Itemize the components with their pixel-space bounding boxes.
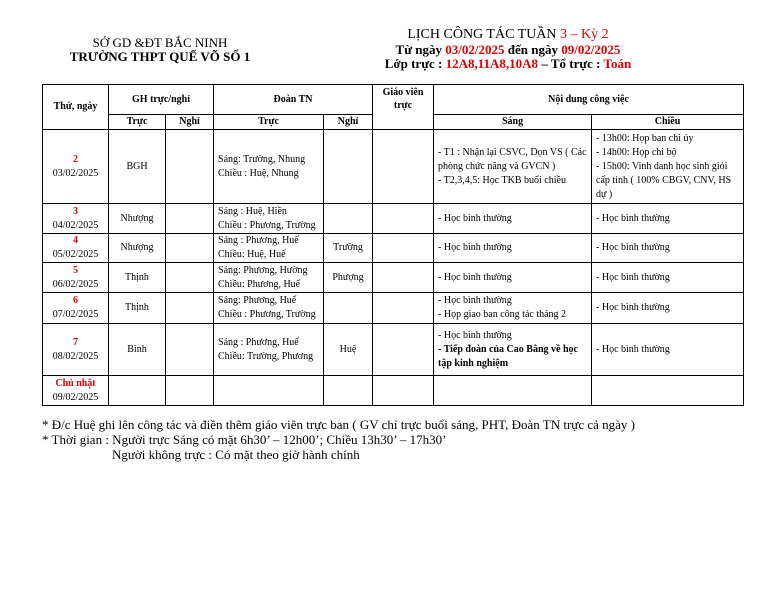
notes <box>42 417 742 462</box>
sang-cell <box>434 293 592 324</box>
title-prefix: LỊCH CÔNG TÁC TUẦN <box>407 27 557 42</box>
day-cell <box>43 293 109 324</box>
table-row <box>43 324 744 376</box>
day-cell <box>43 204 109 234</box>
chieu-cell <box>592 234 744 263</box>
doan-nghi-value: Phượng <box>332 271 364 283</box>
sang-line: - T1 : Nhận lại CSVC, Dọn VS ( Các phòng chức năng và GVCN ) <box>438 146 587 172</box>
chieu-line: - 14h00: Họp chi bộ <box>596 146 677 158</box>
group-prefix: – Tổ trực : <box>541 56 601 71</box>
doan-nghi-cell <box>324 204 373 234</box>
gh-truc-value: Nhượng <box>120 212 154 224</box>
gh-nghi-cell <box>166 376 214 406</box>
schedule-title <box>378 28 638 43</box>
range-prefix: Từ ngày <box>395 41 442 57</box>
gv-cell <box>373 234 434 263</box>
sang-line: - Học bình thường <box>438 212 512 224</box>
sang-cell <box>434 376 592 406</box>
doan-nghi-cell <box>324 130 373 204</box>
group-name: Toán <box>603 56 632 71</box>
day-number: 2 <box>73 153 78 165</box>
table-row <box>43 234 744 263</box>
header-gh: GH trực/nghỉ <box>109 85 214 115</box>
doan-truc-cell <box>214 324 324 376</box>
header-day: Thứ, ngày <box>43 85 109 130</box>
header-chieu: Chiều <box>592 115 744 130</box>
header-doan-truc: Trực <box>214 115 324 130</box>
doan-truc-line: Chiều: Phương, Huế <box>218 278 301 290</box>
chieu-cell <box>592 204 744 234</box>
day-cell <box>43 263 109 293</box>
gh-truc-cell <box>109 130 166 204</box>
sang-line: - Học bình thường <box>438 329 512 341</box>
schedule-body <box>43 130 744 406</box>
gh-truc-value: Thịnh <box>125 302 149 313</box>
day-cell <box>43 234 109 263</box>
gh-truc-value: Nhượng <box>120 242 154 253</box>
day-date: 09/02/2025 <box>52 391 99 403</box>
sang-line-bold: - Tiếp đoàn của Cao Bằng về học tập kinh nghiệm <box>438 343 578 369</box>
doan-truc-line: Chiều: Huệ, Huế <box>218 249 286 260</box>
doan-nghi-cell <box>324 234 373 263</box>
gv-cell <box>373 263 434 293</box>
doan-truc-cell <box>214 376 324 406</box>
day-number: 7 <box>73 336 78 348</box>
doan-truc-cell <box>214 263 324 293</box>
day-number: 4 <box>73 235 78 246</box>
title-week: 3 – Kỳ 2 <box>560 27 609 42</box>
chieu-cell <box>592 293 744 324</box>
doan-nghi-cell <box>324 263 373 293</box>
chieu-cell <box>592 130 744 204</box>
gh-nghi-cell <box>166 324 214 376</box>
header-doan-nghi: Nghỉ <box>324 115 373 130</box>
day-cell <box>43 130 109 204</box>
header-gh-truc: Trực <box>109 115 166 130</box>
doan-truc-cell <box>214 293 324 324</box>
doan-truc-line: Chiều : Phương, Trường <box>218 309 316 320</box>
gv-cell <box>373 376 434 406</box>
table-row <box>43 293 744 324</box>
chieu-line: - Học bình thường <box>596 343 670 355</box>
gh-nghi-cell <box>166 263 214 293</box>
chieu-line: - 13h00: Họp ban chi ủy <box>596 132 694 144</box>
gv-cell <box>373 324 434 376</box>
header-noidung: Nội dung công việc <box>434 85 744 115</box>
school-name: TRƯỜNG THPT QUẾ VÕ SỐ 1 <box>69 49 251 64</box>
gh-truc-cell <box>109 324 166 376</box>
note-line-1: * Đ/c Huệ ghi lên công tác và điền thêm giáo viên trực ban ( GV chỉ trực buổi sáng, PHT, Đoàn TN trực cả ngày ) <box>42 417 635 432</box>
day-date: 04/02/2025 <box>52 219 99 231</box>
doan-truc-line: Chiều : Huệ, Nhung <box>218 167 299 179</box>
sang-line: - T2,3,4,5: Học TKB buổi chiều <box>438 174 566 186</box>
doan-truc-cell <box>214 204 324 234</box>
header-gh-nghi: Nghỉ <box>166 115 214 130</box>
header-right <box>378 28 638 72</box>
sang-cell <box>434 130 592 204</box>
gh-nghi-cell <box>166 204 214 234</box>
note-line-3: Người không trực : Có mặt theo giờ hành chính <box>112 447 360 462</box>
gv-cell <box>373 204 434 234</box>
gh-truc-cell <box>109 376 166 406</box>
org-name: SỞ GD &ĐT BẮC NINH <box>92 35 228 50</box>
day-cell <box>43 324 109 376</box>
doan-truc-cell <box>214 234 324 263</box>
day-date: 06/02/2025 <box>52 278 99 290</box>
doan-nghi-cell <box>324 324 373 376</box>
range-mid: đến ngày <box>507 41 558 57</box>
gh-truc-value: Thịnh <box>125 271 149 283</box>
gv-cell <box>373 130 434 204</box>
duty-prefix: Lớp trực : <box>384 56 443 71</box>
chieu-line: - 15h00: Vinh danh học sinh giỏi cấp tỉnh ( 100% CBGV, CNV, HS dự ) <box>596 160 732 200</box>
doan-nghi-value: Trường <box>333 242 363 253</box>
doan-truc-line: Sáng : Phương, Huế <box>218 235 299 246</box>
gh-nghi-cell <box>166 293 214 324</box>
doan-truc-cell <box>214 130 324 204</box>
table-row <box>43 263 744 293</box>
sang-line: - Học bình thường <box>438 271 512 283</box>
gh-truc-cell <box>109 204 166 234</box>
day-date: 03/02/2025 <box>52 167 99 179</box>
doan-truc-line: Sáng : Phương, Huế <box>218 336 299 348</box>
day-number: 3 <box>73 205 78 217</box>
chieu-cell <box>592 263 744 293</box>
gh-truc-cell <box>109 293 166 324</box>
day-date: 05/02/2025 <box>52 249 99 260</box>
chieu-cell <box>592 376 744 406</box>
chieu-line: - Học bình thường <box>596 212 670 224</box>
chieu-cell <box>592 324 744 376</box>
table-row <box>43 130 744 204</box>
day-number: Chủ nhật <box>55 377 96 389</box>
doan-truc-line: Sáng: Phương, Hường <box>218 264 308 276</box>
date-range <box>378 43 638 58</box>
doan-nghi-cell <box>324 376 373 406</box>
sang-line: - Học bình thường <box>438 242 512 253</box>
sang-cell <box>434 234 592 263</box>
sang-line: - Học bình thường <box>438 295 512 306</box>
header-doan: Đoàn TN <box>214 85 373 115</box>
day-number: 5 <box>73 264 78 276</box>
day-number: 6 <box>73 295 78 306</box>
table-row <box>43 204 744 234</box>
chieu-line: - Học bình thường <box>596 302 670 313</box>
table-row <box>43 376 744 406</box>
header-sang: Sáng <box>434 115 592 130</box>
gh-truc-cell <box>109 263 166 293</box>
gh-nghi-cell <box>166 130 214 204</box>
day-cell <box>43 376 109 406</box>
sang-line: - Họp giao ban công tác tháng 2 <box>438 309 567 320</box>
gh-truc-value: Bình <box>127 343 147 355</box>
doan-nghi-value: Huệ <box>339 343 357 355</box>
schedule-table <box>42 84 744 406</box>
sang-cell <box>434 263 592 293</box>
header-left <box>60 36 260 64</box>
header-gv: Giáo viên trực <box>373 85 434 130</box>
duty-line <box>378 57 638 72</box>
chieu-line: - Học bình thường <box>596 271 670 283</box>
gh-truc-cell <box>109 234 166 263</box>
day-date: 07/02/2025 <box>52 309 99 320</box>
range-to: 09/02/2025 <box>561 41 621 57</box>
doan-truc-line: Sáng : Huệ, Hiền <box>218 205 287 217</box>
doan-nghi-cell <box>324 293 373 324</box>
sang-cell <box>434 204 592 234</box>
doan-truc-line: Sáng: Trường, Nhung <box>218 153 306 165</box>
sang-cell <box>434 324 592 376</box>
day-date: 08/02/2025 <box>52 350 99 362</box>
doan-truc-line: Sáng: Phương, Huế <box>218 295 297 306</box>
gh-truc-value: BGH <box>126 160 148 172</box>
range-from: 03/02/2025 <box>445 41 505 57</box>
gh-nghi-cell <box>166 234 214 263</box>
gv-cell <box>373 293 434 324</box>
doan-truc-line: Chiều : Phương, Trường <box>218 219 316 231</box>
chieu-line: - Học bình thường <box>596 242 670 253</box>
note-line-2: * Thời gian : Người trực Sáng có mặt 6h30’ – 12h00’; Chiều 13h30’ – 17h30’ <box>42 432 447 447</box>
duty-classes: 12A8,11A8,10A8 <box>445 56 539 71</box>
doan-truc-line: Chiều: Trường, Phương <box>218 350 314 362</box>
